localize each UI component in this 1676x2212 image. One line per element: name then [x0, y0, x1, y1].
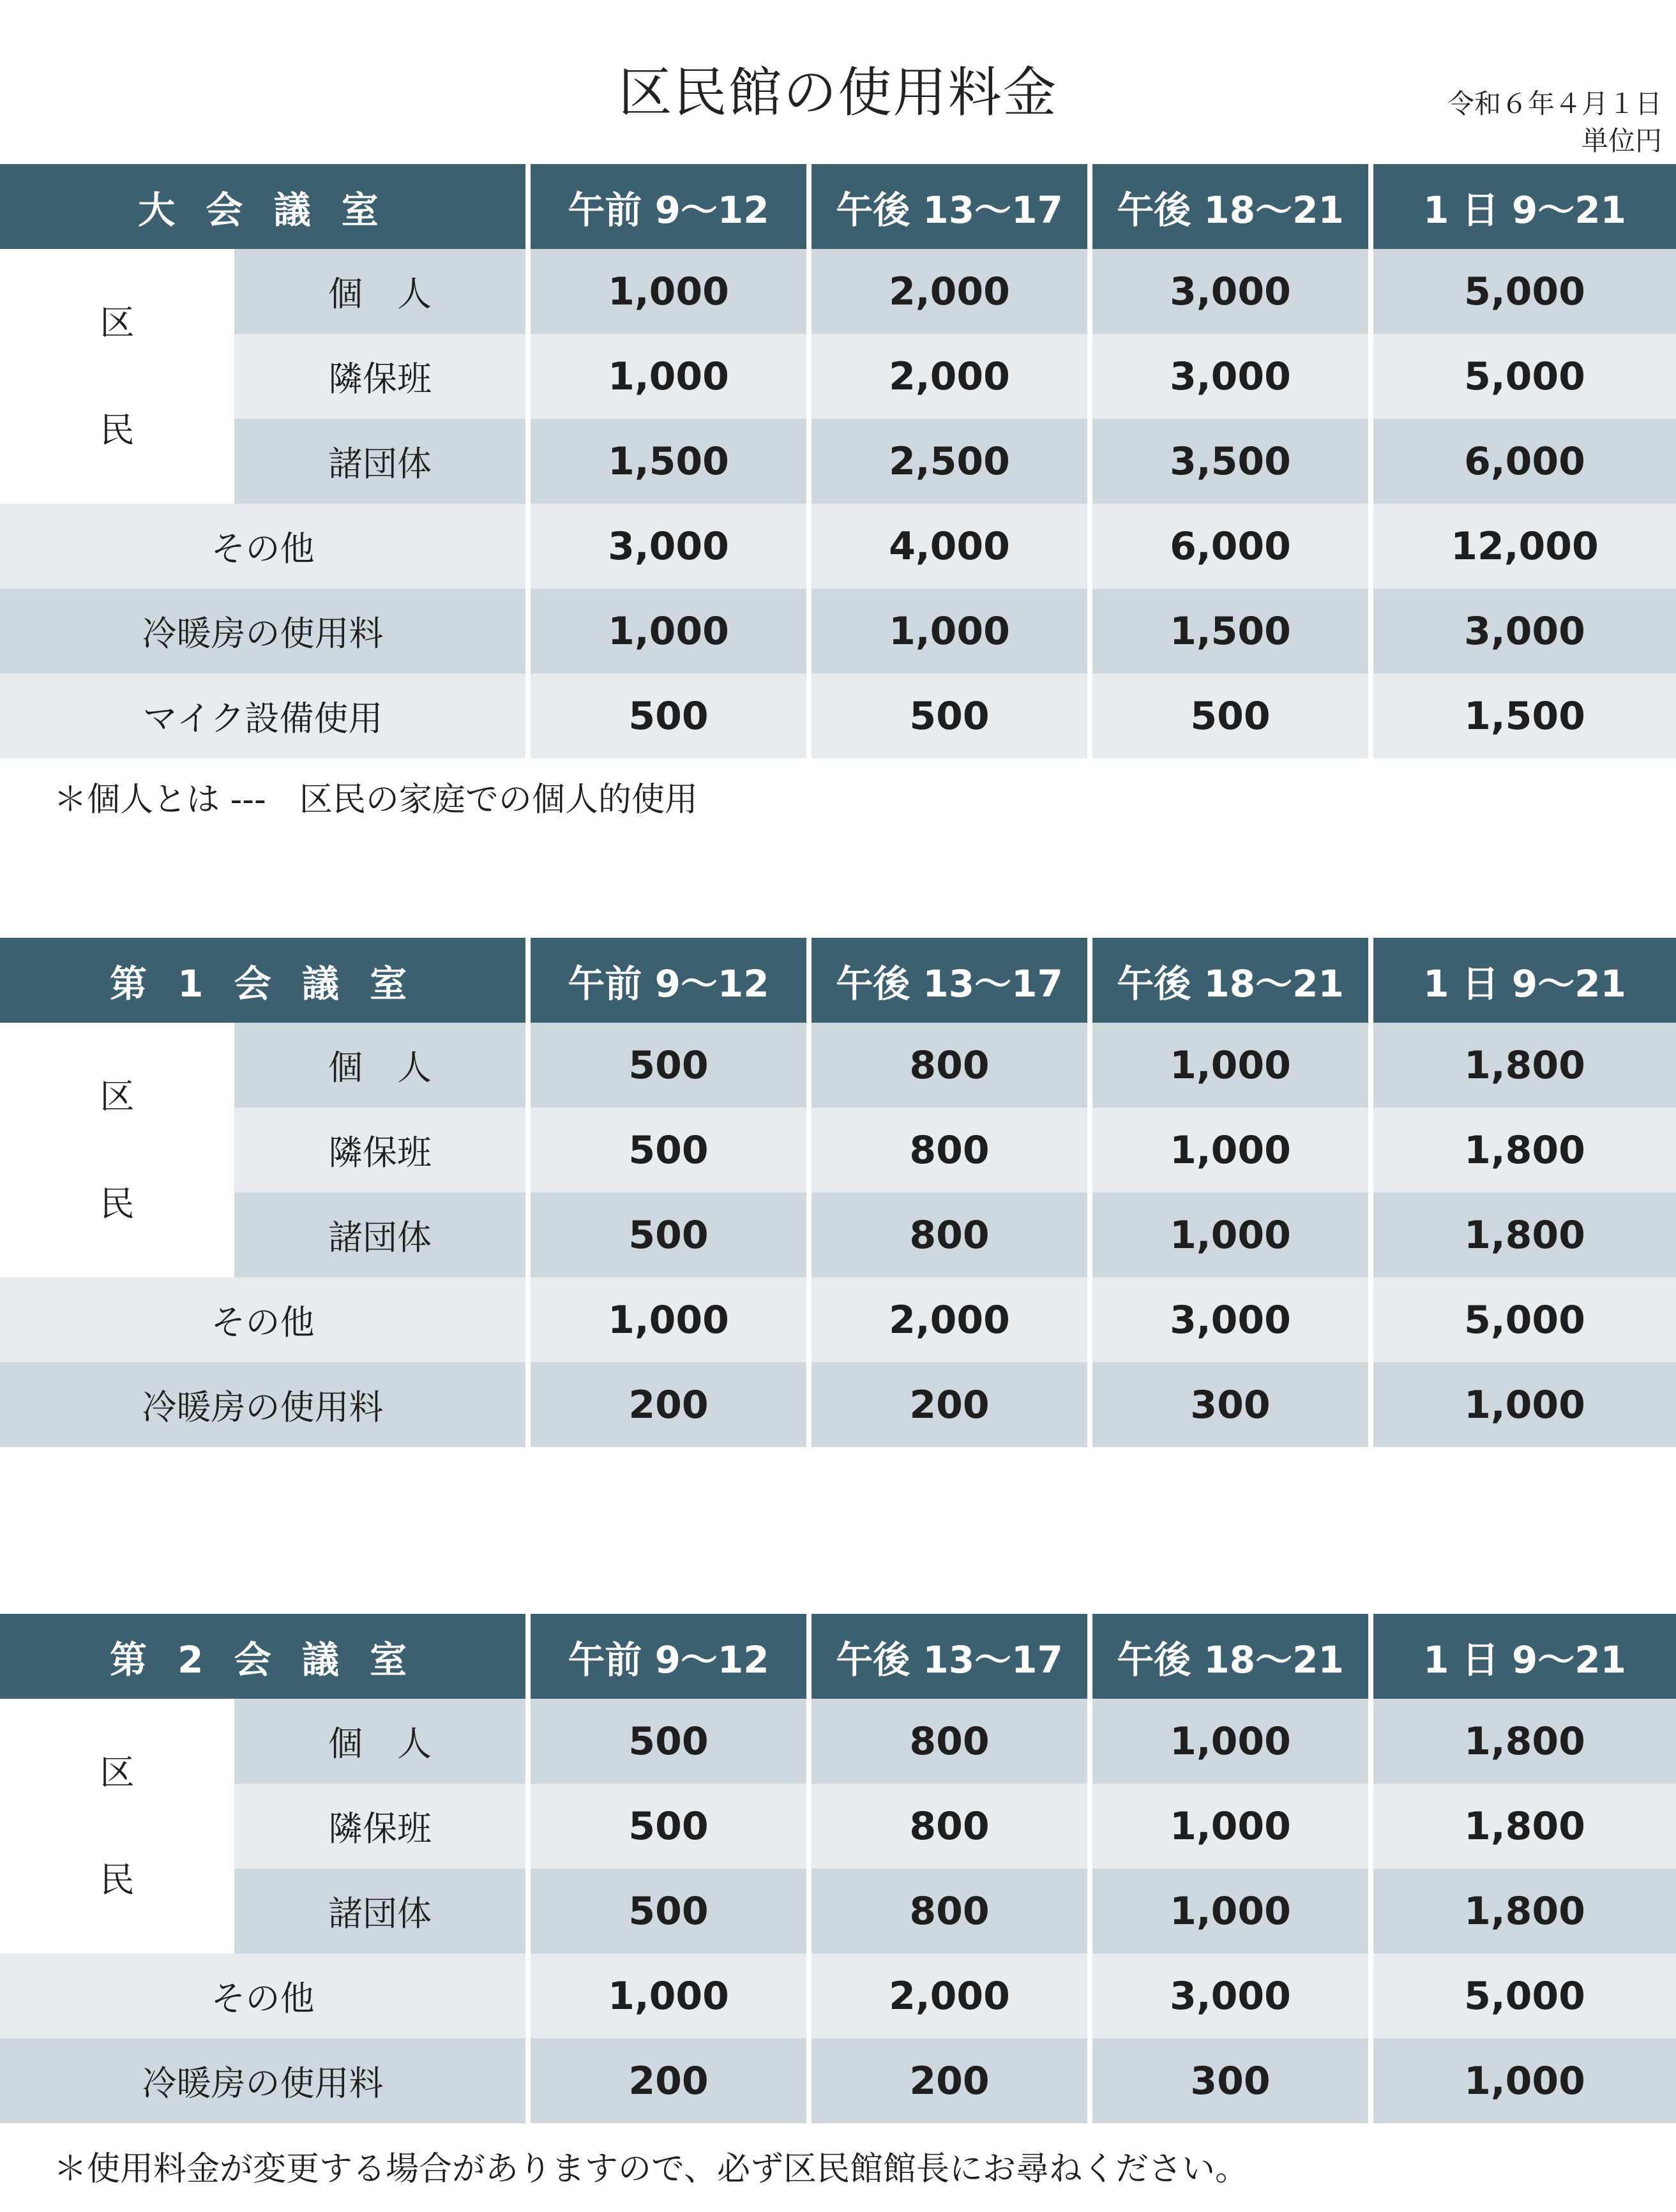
fee-value: 500 [528, 1193, 809, 1277]
fee-value: 3,000 [1090, 334, 1371, 419]
fee-value: 5,000 [1371, 334, 1676, 419]
fee-value: 2,000 [809, 1277, 1090, 1362]
table-row [0, 1108, 1676, 1193]
row-label: 隣保班 [234, 1784, 528, 1869]
kumin-label-bottom: 民 [100, 1859, 135, 1900]
fee-value: 200 [528, 1362, 809, 1447]
fee-value: 500 [528, 1784, 809, 1869]
fee-value: 1,000 [1090, 1699, 1371, 1784]
table-header-row [0, 164, 1676, 249]
row-label: その他 [0, 504, 528, 589]
fee-value: 500 [528, 1699, 809, 1784]
table-row [0, 1023, 1676, 1108]
fee-value: 500 [809, 673, 1090, 758]
effective-date: 令和６年４月１日 [1447, 88, 1662, 119]
fee-value: 1,000 [1371, 2038, 1676, 2123]
time-slot-header: 午後 18〜21 [1090, 1614, 1371, 1699]
fee-value: 4,000 [809, 504, 1090, 589]
kumin-group-label [0, 1023, 234, 1277]
row-label: 冷暖房の使用料 [0, 1362, 528, 1447]
fee-value: 200 [528, 2038, 809, 2123]
row-label: 冷暖房の使用料 [0, 2038, 528, 2123]
kumin-label-top: 区 [100, 1076, 135, 1117]
fee-value: 12,000 [1371, 504, 1676, 589]
row-label: マイク設備使用 [0, 673, 528, 758]
table-row [0, 249, 1676, 334]
table-row [0, 334, 1676, 419]
fee-value: 3,000 [1090, 1953, 1371, 2038]
table-header-row [0, 1614, 1676, 1699]
fee-table [0, 938, 1676, 1447]
row-label: その他 [0, 1953, 528, 2038]
fee-value: 1,000 [1090, 1108, 1371, 1193]
row-label: 隣保班 [234, 1108, 528, 1193]
fee-value: 5,000 [1371, 249, 1676, 334]
fee-value: 1,800 [1371, 1784, 1676, 1869]
row-label: 諸団体 [234, 419, 528, 504]
fee-value: 2,500 [809, 419, 1090, 504]
time-slot-header: 1 日 9〜21 [1371, 164, 1676, 249]
table-row [0, 504, 1676, 589]
fee-value: 300 [1090, 2038, 1371, 2123]
fee-value: 3,000 [1090, 249, 1371, 334]
fee-value: 500 [528, 1869, 809, 1953]
footnote: ＊個人とは --- 区民の家庭での個人的使用 [54, 781, 698, 819]
fee-value: 1,000 [1090, 1784, 1371, 1869]
currency-unit: 単位円 [1581, 125, 1662, 156]
fee-value: 6,000 [1090, 504, 1371, 589]
page-title: 区民館の使用料金 [618, 61, 1058, 124]
table-row [0, 419, 1676, 504]
room-name: 第 1 会 議 室 [0, 938, 528, 1023]
table-row [0, 1869, 1676, 1953]
fee-value: 800 [809, 1108, 1090, 1193]
fee-value: 1,500 [1371, 673, 1676, 758]
fee-value: 800 [809, 1193, 1090, 1277]
kumin-group-label [0, 249, 234, 504]
kumin-label-top: 区 [100, 302, 135, 343]
fee-value: 3,500 [1090, 419, 1371, 504]
fee-value: 1,800 [1371, 1023, 1676, 1108]
fee-value: 1,000 [809, 589, 1090, 673]
room-name: 大 会 議 室 [0, 164, 528, 249]
time-slot-header: 午前 9〜12 [528, 164, 809, 249]
fee-value: 1,000 [528, 1277, 809, 1362]
fee-value: 3,000 [1371, 589, 1676, 673]
row-label: 隣保班 [234, 334, 528, 419]
footnote: ＊使用料金が変更する場合がありますので、必ず区民館館長にお尋ねください。 [54, 2150, 1248, 2188]
row-label: その他 [0, 1277, 528, 1362]
kumin-group-label [0, 1699, 234, 1953]
fee-value: 800 [809, 1023, 1090, 1108]
fee-value: 1,000 [528, 589, 809, 673]
row-label: 冷暖房の使用料 [0, 589, 528, 673]
fee-value: 800 [809, 1699, 1090, 1784]
fee-value: 1,000 [1090, 1023, 1371, 1108]
time-slot-header: 午後 13〜17 [809, 164, 1090, 249]
fee-value: 500 [528, 1108, 809, 1193]
time-slot-header: 1 日 9〜21 [1371, 1614, 1676, 1699]
fee-value: 1,800 [1371, 1869, 1676, 1953]
time-slot-header: 午後 13〜17 [809, 938, 1090, 1023]
row-label: 諸団体 [234, 1193, 528, 1277]
row-label: 諸団体 [234, 1869, 528, 1953]
fee-value: 5,000 [1371, 1953, 1676, 2038]
table-header-row [0, 938, 1676, 1023]
fee-value: 1,800 [1371, 1193, 1676, 1277]
fee-value: 500 [1090, 673, 1371, 758]
fee-value: 500 [528, 1023, 809, 1108]
fee-value: 5,000 [1371, 1277, 1676, 1362]
table-row [0, 1362, 1676, 1447]
table-row [0, 2038, 1676, 2123]
table-row [0, 1277, 1676, 1362]
fee-value: 1,800 [1371, 1699, 1676, 1784]
fee-value: 1,000 [1090, 1869, 1371, 1953]
fee-value: 200 [809, 1362, 1090, 1447]
fee-value: 500 [528, 673, 809, 758]
fee-value: 1,500 [1090, 589, 1371, 673]
row-label: 個 人 [234, 1699, 528, 1784]
fee-value: 2,000 [809, 249, 1090, 334]
fee-value: 300 [1090, 1362, 1371, 1447]
time-slot-header: 午前 9〜12 [528, 938, 809, 1023]
fee-value: 1,500 [528, 419, 809, 504]
kumin-label-top: 区 [100, 1752, 135, 1793]
kumin-label-bottom: 民 [100, 409, 135, 450]
fee-value: 3,000 [1090, 1277, 1371, 1362]
fee-table [0, 164, 1676, 758]
table-row [0, 1193, 1676, 1277]
fee-value: 1,800 [1371, 1108, 1676, 1193]
table-row [0, 1784, 1676, 1869]
table-row [0, 1699, 1676, 1784]
fee-value: 1,000 [528, 1953, 809, 2038]
fee-value: 6,000 [1371, 419, 1676, 504]
fee-value: 800 [809, 1784, 1090, 1869]
room-name: 第 2 会 議 室 [0, 1614, 528, 1699]
row-label: 個 人 [234, 1023, 528, 1108]
time-slot-header: 午後 18〜21 [1090, 938, 1371, 1023]
fee-value: 1,000 [1090, 1193, 1371, 1277]
fee-value: 1,000 [1371, 1362, 1676, 1447]
time-slot-header: 午前 9〜12 [528, 1614, 809, 1699]
fee-value: 1,000 [528, 334, 809, 419]
table-row [0, 589, 1676, 673]
fee-value: 2,000 [809, 1953, 1090, 2038]
time-slot-header: 午後 13〜17 [809, 1614, 1090, 1699]
row-label: 個 人 [234, 249, 528, 334]
time-slot-header: 午後 18〜21 [1090, 164, 1371, 249]
fee-value: 200 [809, 2038, 1090, 2123]
fee-value: 800 [809, 1869, 1090, 1953]
table-row [0, 673, 1676, 758]
kumin-label-bottom: 民 [100, 1183, 135, 1224]
time-slot-header: 1 日 9〜21 [1371, 938, 1676, 1023]
fee-value: 2,000 [809, 334, 1090, 419]
fee-value: 1,000 [528, 249, 809, 334]
fee-table [0, 1614, 1676, 2123]
fee-value: 3,000 [528, 504, 809, 589]
table-row [0, 1953, 1676, 2038]
